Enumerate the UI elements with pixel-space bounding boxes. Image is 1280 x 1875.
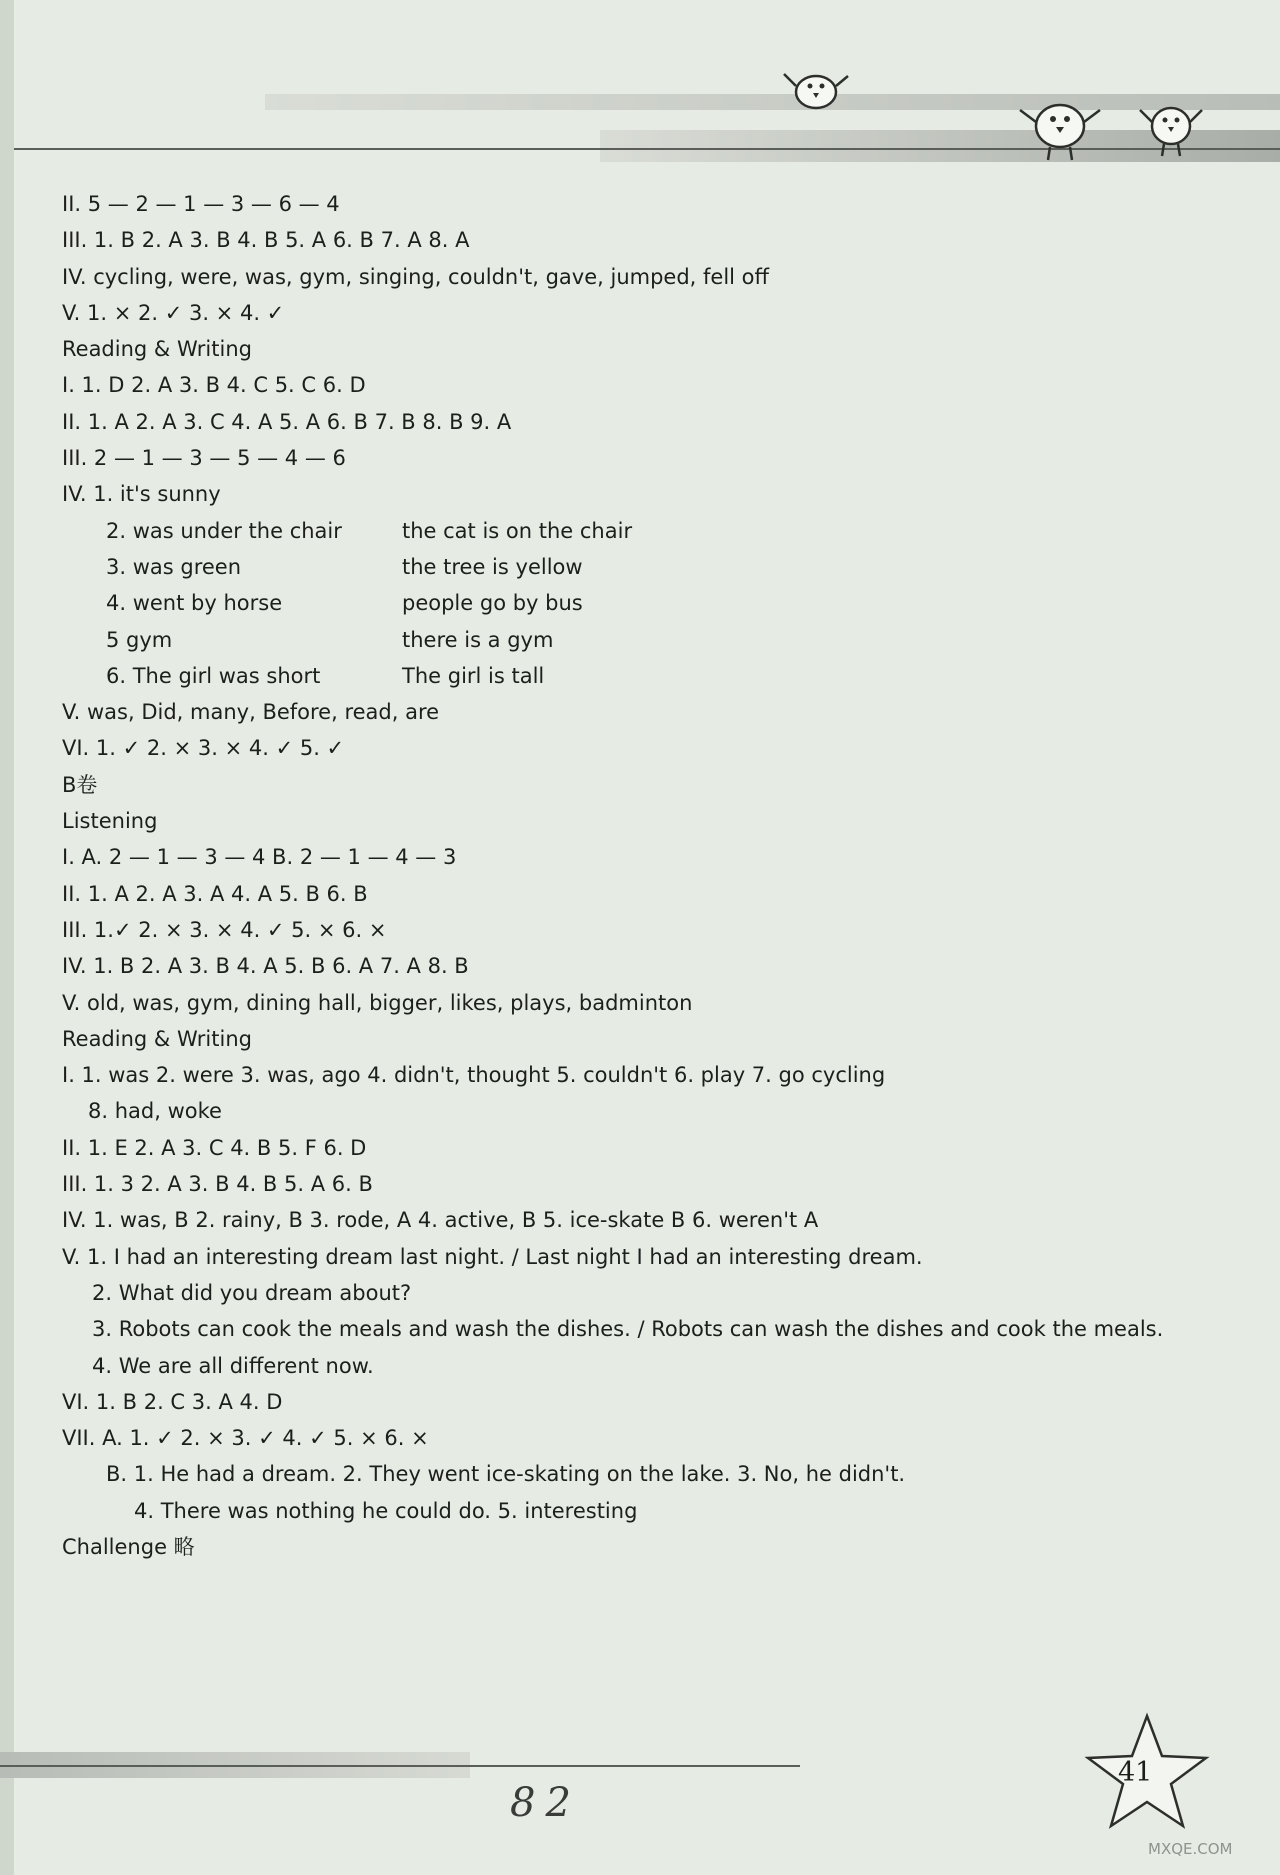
answer-text: V. old, was, gym, dining hall, bigger, likes, plays, badminton (62, 990, 693, 1015)
answer-text: II. 1. E 2. A 3. C 4. B 5. F 6. D (62, 1135, 367, 1160)
answer-text: 8. had, woke (88, 1099, 222, 1124)
answer-text: II. 5 — 2 — 1 — 3 — 6 — 4 (62, 192, 340, 216)
answer-text: B卷 (62, 772, 98, 797)
answer-line (62, 730, 1212, 766)
page-edge-margin (0, 0, 14, 1875)
answer-text: III. 1.✓ 2. × 3. × 4. ✓ 5. × 6. × (62, 917, 387, 942)
answer-line (62, 476, 1212, 512)
answer-text: Reading & Writing (62, 337, 252, 362)
answer-line (62, 222, 1212, 258)
answer-lines (62, 186, 1212, 1565)
answer-text-column2: there is a gym (402, 627, 554, 652)
answer-text: II. 1. A 2. A 3. A 4. A 5. B 6. B (62, 881, 368, 906)
answer-text: 3. Robots can cook the meals and wash the dishes. / Robots can wash the dishes and cook the meals. (92, 1317, 1164, 1342)
answer-line (62, 1384, 1212, 1420)
answer-text: V. was, Did, many, Before, read, are (62, 700, 440, 725)
answer-text: IV. 1. it's sunny (62, 482, 221, 507)
answer-line (62, 1057, 1212, 1093)
answer-line (62, 1493, 1212, 1529)
bird-icon (1138, 88, 1204, 160)
answer-line (62, 585, 1212, 621)
answer-line (62, 404, 1212, 440)
answer-text: VII. A. 1. ✓ 2. × 3. ✓ 4. ✓ 5. × 6. × (62, 1426, 429, 1451)
answer-text: IV. 1. B 2. A 3. B 4. A 5. B 6. A 7. A 8. B (62, 954, 469, 979)
answer-line (62, 1348, 1212, 1384)
answer-text: V. 1. × 2. ✓ 3. × 4. ✓ (62, 300, 285, 325)
answer-text: III. 1. 3 2. A 3. B 4. B 5. A 6. B (62, 1172, 373, 1197)
answer-line (62, 876, 1212, 912)
answer-text: IV. 1. was, B 2. rainy, B 3. rode, A 4. active, B 5. ice-skate B 6. weren't A (62, 1208, 819, 1233)
bird-icon (780, 56, 852, 118)
answer-text-column2: the cat is on the chair (402, 518, 633, 543)
answer-text: 4. We are all different now. (92, 1353, 374, 1378)
answer-line (62, 1420, 1212, 1456)
answer-line (62, 1311, 1212, 1347)
answer-line (62, 1130, 1212, 1166)
answer-line (62, 1275, 1212, 1311)
answer-line (62, 839, 1212, 875)
answer-line (62, 912, 1212, 948)
answer-text: Listening (62, 809, 158, 834)
answer-line (62, 259, 1212, 295)
answer-line (62, 622, 1212, 658)
answer-text: 6. The girl was short (106, 663, 321, 688)
page-number: 41 (1118, 1757, 1153, 1788)
answer-line (62, 948, 1212, 984)
answer-line (62, 367, 1212, 403)
bird-icon (1018, 82, 1102, 164)
answer-text: I. 1. D 2. A 3. B 4. C 5. C 6. D (62, 373, 366, 398)
answer-text: B. 1. He had a dream. 2. They went ice-skating on the lake. 3. No, he didn't. (106, 1462, 906, 1487)
answer-line (62, 295, 1212, 331)
answer-text-column2: people go by bus (402, 591, 583, 616)
answer-text: III. 1. B 2. A 3. B 4. B 5. A 6. B 7. A 8. A (62, 228, 470, 253)
answer-text: 2. What did you dream about? (92, 1280, 412, 1305)
handwritten-note: 82 (510, 1780, 581, 1826)
answer-line (62, 549, 1212, 585)
header-decorative-band (265, 94, 1280, 110)
answer-text: 3. was green (106, 554, 242, 579)
answer-text: 4. went by horse (106, 591, 283, 616)
answer-line (62, 1456, 1212, 1492)
answer-text: 2. was under the chair (106, 518, 342, 543)
answer-line (62, 1093, 1212, 1129)
answer-line (62, 694, 1212, 730)
answer-line (62, 985, 1212, 1021)
answer-line (62, 767, 1212, 803)
answer-line (62, 803, 1212, 839)
answer-line (62, 1166, 1212, 1202)
answer-line (62, 186, 1212, 222)
answer-text-column2: The girl is tall (402, 663, 545, 688)
answer-text: II. 1. A 2. A 3. C 4. A 5. A 6. B 7. B 8. B 9. A (62, 409, 512, 434)
answer-text: III. 2 — 1 — 3 — 5 — 4 — 6 (62, 446, 346, 471)
answer-text: VI. 1. B 2. C 3. A 4. D (62, 1389, 283, 1414)
answer-text: Reading & Writing (62, 1026, 252, 1051)
answer-text: 4. There was nothing he could do. 5. interesting (134, 1498, 638, 1523)
answer-line (62, 331, 1212, 367)
answer-text: I. 1. was 2. were 3. was, ago 4. didn't, thought 5. couldn't 6. play 7. go cycling (62, 1063, 886, 1088)
answer-text-column2: the tree is yellow (402, 554, 583, 579)
answer-text: VI. 1. ✓ 2. × 3. × 4. ✓ 5. ✓ (62, 736, 345, 761)
answer-line (62, 1239, 1212, 1275)
answer-line (62, 658, 1212, 694)
answer-line (62, 440, 1212, 476)
watermark-text: MXQE.COM (1148, 1840, 1233, 1858)
answer-text: Challenge 略 (62, 1534, 195, 1559)
footer-rule (0, 1765, 800, 1767)
answer-line (62, 513, 1212, 549)
answer-text: 5 gym (106, 627, 173, 652)
answer-text: V. 1. I had an interesting dream last night. / Last night I had an interesting dream. (62, 1244, 923, 1269)
answer-text: IV. cycling, were, was, gym, singing, couldn't, gave, jumped, fell off (62, 264, 769, 289)
answer-line (62, 1202, 1212, 1238)
answer-text: I. A. 2 — 1 — 3 — 4 B. 2 — 1 — 4 — 3 (62, 845, 457, 870)
answer-line (62, 1021, 1212, 1057)
answer-line (62, 1529, 1212, 1565)
